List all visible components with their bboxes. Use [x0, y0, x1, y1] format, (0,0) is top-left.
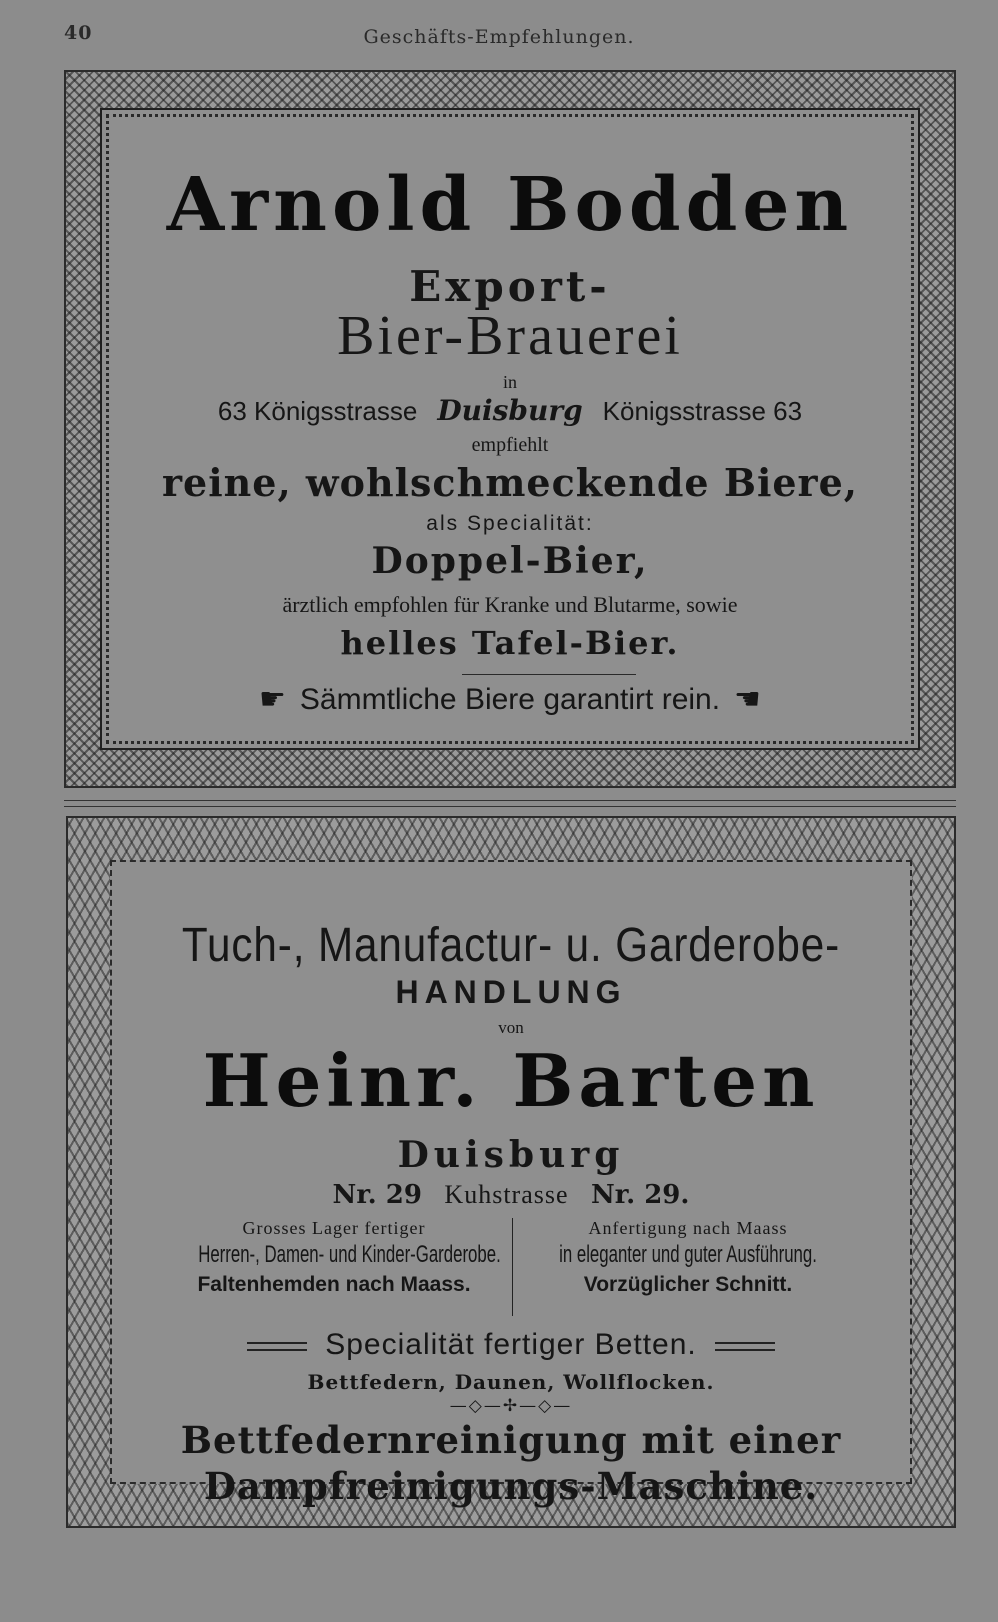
column-text-bold: Vorzüglicher Schnitt.	[583, 1273, 793, 1296]
address-city: Duisburg	[437, 394, 583, 427]
tafel-bier-line: helles Tafel-Bier.	[340, 624, 680, 662]
column-text: in eleganter und guter Ausführung.	[559, 1241, 817, 1268]
double-rule	[247, 1342, 307, 1351]
guarantee-text: Sämmtliche Biere garantirt rein.	[299, 683, 721, 716]
cleaning-line: Bettfedernreinigung mit einer	[180, 1418, 842, 1462]
bedding-line: Bettfedern, Daunen, Wollflocken.	[307, 1370, 715, 1394]
column-heading: Anfertigung nach Maass	[588, 1218, 788, 1238]
divider	[462, 674, 636, 675]
column-text-bold: Faltenhemden nach Maass.	[197, 1273, 471, 1296]
von-line: von	[498, 1018, 524, 1037]
address-left: 63 Königsstrasse	[217, 396, 418, 426]
running-title: Geschäfts-Empfehlungen.	[363, 26, 635, 48]
address-line	[102, 394, 918, 427]
shop-type-line: Tuch-, Manufactur- u. Garderobe-	[181, 919, 841, 972]
pointing-hand-icon: ☛	[734, 683, 761, 716]
export-line: Export-	[409, 262, 611, 311]
street-line	[112, 1180, 910, 1210]
firm-name: Arnold Bodden	[166, 162, 854, 248]
street-name: Kuhstrasse	[444, 1180, 569, 1209]
column-heading: Grosses Lager fertiger	[242, 1218, 426, 1238]
advertisement-bodden	[64, 70, 956, 788]
advertisement-panel	[110, 860, 912, 1508]
guarantee-line	[102, 682, 918, 717]
in-line: in	[502, 372, 517, 392]
advertisement-panel	[100, 108, 920, 750]
brewery-line: Bier-Brauerei	[337, 305, 683, 367]
recommends-line: empfiehlt	[471, 434, 549, 456]
handlung-line: HANDLUNG	[395, 974, 627, 1010]
stock-column	[140, 1218, 528, 1297]
separator-line	[64, 806, 956, 807]
house-number: Nr. 29.	[591, 1180, 690, 1210]
doppel-bier-line: Doppel-Bier,	[371, 540, 649, 582]
steam-machine-line: Dampfreinigungs-Maschine.	[203, 1464, 819, 1508]
recommended-line: ärztlich empfohlen für Kranke und Blutarme, sowie	[282, 592, 738, 617]
page-header	[0, 22, 998, 50]
speciality-text: Specialität fertiger Betten.	[325, 1328, 697, 1361]
city-line: Duisburg	[397, 1134, 625, 1176]
page-number: 40	[64, 22, 93, 44]
tailoring-column	[494, 1218, 882, 1297]
speciality-line	[112, 1328, 910, 1362]
column-text: Herren-, Damen- und Kinder-Garderobe.	[198, 1241, 501, 1268]
double-rule	[715, 1342, 775, 1351]
separator-line	[64, 800, 956, 801]
address-right: Königsstrasse 63	[602, 396, 803, 426]
house-number: Nr. 29	[332, 1180, 422, 1210]
pure-beers-line: reine, wohlschmeckende Biere,	[162, 460, 858, 505]
firm-name: Heinr. Barten	[202, 1038, 820, 1123]
pointing-hand-icon: ☛	[259, 683, 286, 716]
ornament-divider: —◇—✢—◇—	[449, 1396, 573, 1416]
speciality-line: als Specialität:	[426, 512, 594, 535]
advertisement-barten	[66, 816, 956, 1528]
